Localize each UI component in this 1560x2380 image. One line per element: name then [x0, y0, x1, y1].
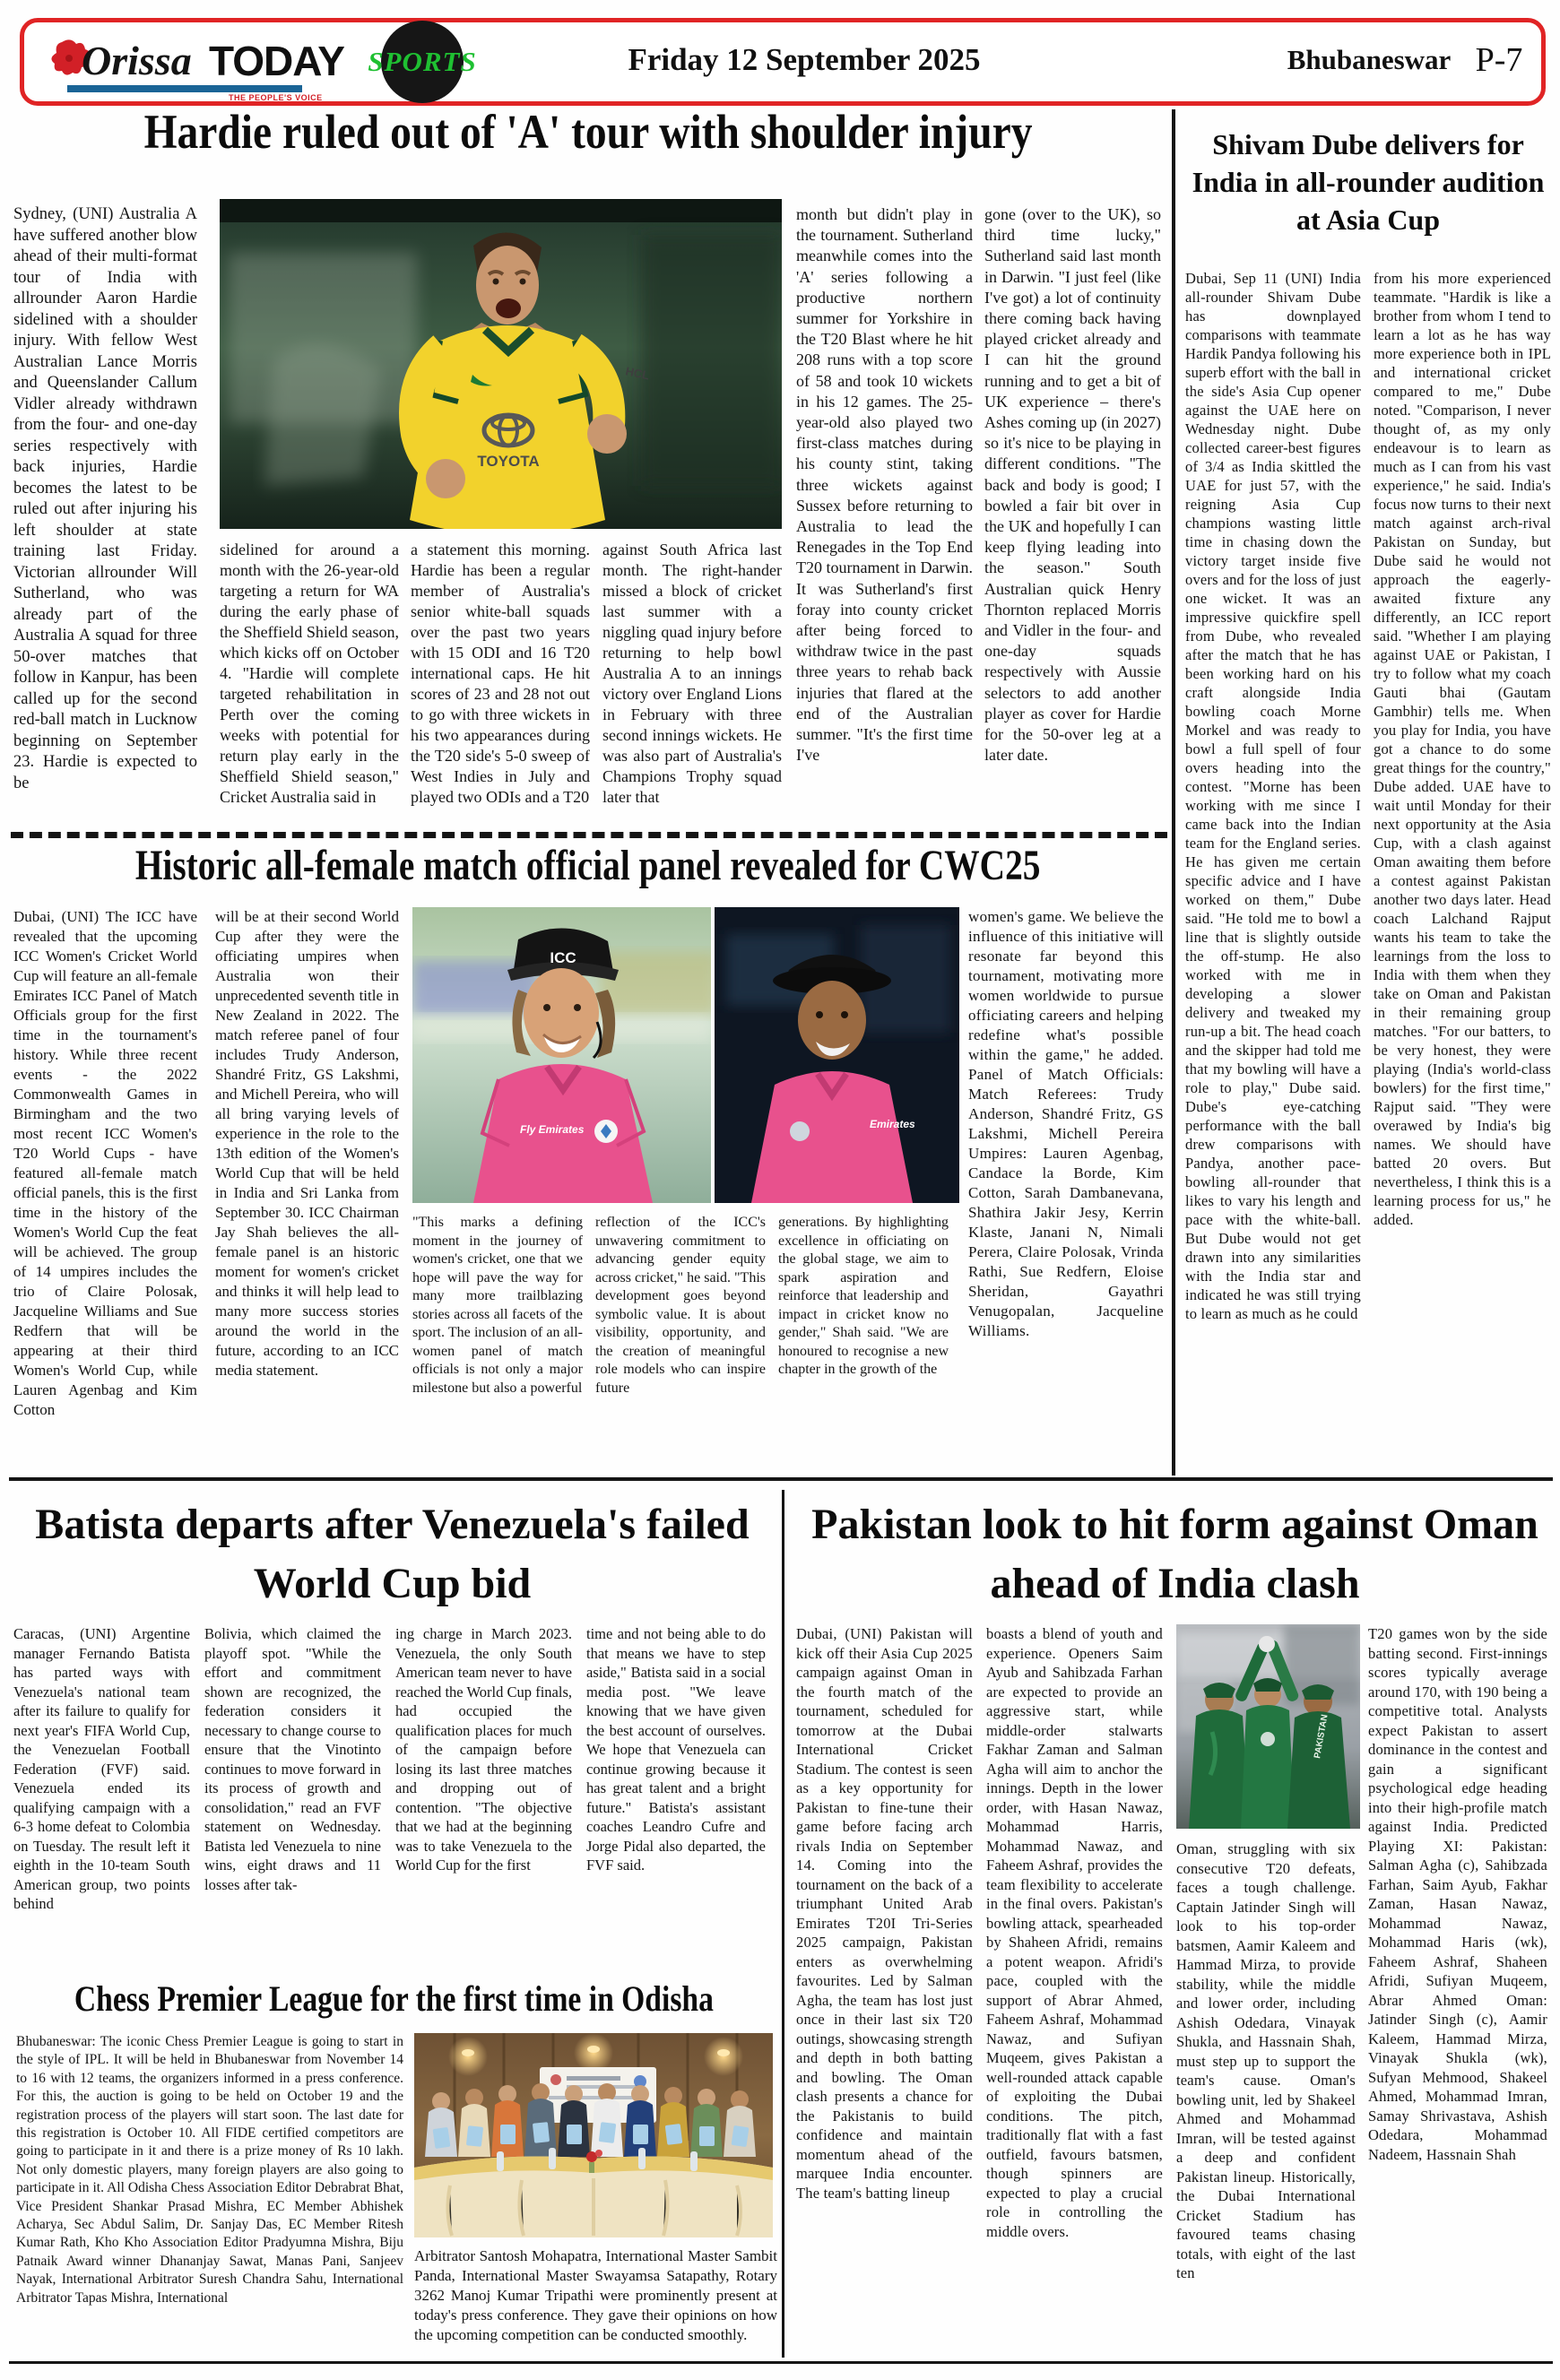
- sports-badge-label: SPORTS: [368, 46, 477, 77]
- pakistan-col-4: T20 games won by the side batting second. First-innings scores typically average around 170, with 190 being a competitive total. Analysts expect Pakistan to assert dominance in the contest and gain a significant psychological edge heading into their high-profile match against India. Predicted Playing XI: Pakistan: Salman Agha (c), Sahibzada Farhan, Saim Ayub, Fakhar Zaman, Hasan Nawaz, Mohammad Nawaz, Mohammad Haris (wk), Faheem Ashraf, Shaheen Afridi, Sufiyan Muqeem, Abrar Ahmed Oman: Jatinder Singh (c), Aamir Kaleem, Hammad Mirza, Vinayak Shukla (wk), Sufyan Mehmood, Shakeel Ahmed, Mohammad Imran, Samay Shrivastava, Ashish Odedara, Mohammad Nadeem, Hassnain Shah: [1368, 1625, 1547, 2163]
- cwc25-col-4: reflection of the ICC's unwavering commitment to advancing gender equity across cricket," he said. "This development goes beyond symbolic value. It is about visibility, opportunity, and the creation of meaningful role models who can inspire future: [595, 1215, 766, 1396]
- pakistan-headline: Pakistan look to hit form against Oman ahead of India clash: [811, 1501, 1538, 1608]
- batista-col-2: Bolivia, which claimed the playoff spot. "While the effort and commitment shown are recognized, the federation considers it necessary to change course to ensure that the Vinotinto continues to move forward in its process of growth and consolidation," read an FVF statement on Wednesday. Batista led Venezuela to nine wins, eight draws and 11 losses after tak-: [204, 1625, 381, 1893]
- fly-emirates-text: Fly Emirates: [520, 1123, 585, 1136]
- brand-underline: [67, 85, 302, 92]
- cwc25-col-6: women's game. We believe the influence of this initiative will resonate far beyond this tournament, motivating more women worldwide to pursue officiating careers and helping redefine what's possible within the game," he added. Panel of Match Officials: Match Referees: Trudy Anderson, Shandré Fritz, GS Lakshmi, Michell Pereira Umpires: Lauren Agenbag, Candace la Borde, Kim Cotton, Sarah Dambanevana, Shathira Jakir Jesy, Kerrin Klaste, Janani N, Nimali Perera, Claire Polosak, Vrinda Rathi, Sue Redfern, Eloise Sheridan, Gayathri Venugopalan, Jacqueline Williams.: [968, 908, 1164, 1339]
- dube-headline: Shivam Dube delivers for India in all-rounder audition at Asia Cup: [1192, 128, 1545, 237]
- edition-date: Friday 12 September 2025: [628, 42, 981, 77]
- player-fist-left: [426, 459, 465, 498]
- emirates-patch-text: Emirates: [870, 1118, 915, 1130]
- hardie-col-5: month but didn't play in the tournament. Sutherland meanwhile comes into the 'A' series following a productive northern summer for Yorkshire in the T20 Blast where he hit 208 runs with a top score of 58 and took 10 wickets in his 12 games. The 25-year-old also played two first-class matches during his county stint, taking three wickets against Sussex before returning to Australia to lead the Renegades in the Top End T20 tournament in Darwin. It was Sutherland's first foray into county cricket after being forced to withdraw twice in the past three years to rehab back injuries that flared at the end of the Australian summer. "It's the first time I've: [796, 205, 973, 765]
- chess-headline: Chess Premier League for the first time in Odisha: [74, 1978, 714, 2019]
- pakistan-col-1: Dubai, (UNI) Pakistan will kick off their Asia Cup 2025 campaign against Oman in the fourth match of the tournament, scheduled for tomorrow at the Dubai International Cricket Stadium. The contest is seen as a key opportunity for Pakistan to fine-tune their game before facing arch rivals India on September 14. Coming into the tournament on the back of a triumphant United Arab Emirates T20I Tri-Series 2025 campaign, Pakistan enters as overwhelming favourites. Led by Salman Agha, the team has lost just once in their last six T20 outings, showcasing strength and depth in both batting and bowling. The Oman clash presents a chance for the Pakistanis to build confidence and maintain momentum ahead of the marquee India encounter. The team's batting lineup: [796, 1625, 973, 2202]
- divider-vertical-right-column: [1172, 109, 1175, 1476]
- toyota-wordmark: TOYOTA: [477, 453, 540, 470]
- chess-body: Bhubaneswar: The iconic Chess Premier League is going to start in the style of IPL. It will be held in Bhubaneswar from November 14 to 16 with 12 teams, the organizers informed in a press conference. For this, the auction is going to be held on October 19 and the registration process of the players will start soon. The last date for this registration is October 10. All FIDE certified competitors are going to participate in it and there is a prize money of Rs 10 lakh. Not only domestic players, many foreign players are also going to participate in it. All Odisha Chess Association Editor Debrabrat Bhat, Vice President Shankar Prasad Mishra, EC Member Abhishek Acharya, Sec Abdul Salim, Dr. Sanjay Das, EC Member Ritesh Kumar Rath, Kho Kho Association Editor Pradyumna Mishra, Biju Patnaik Award winner Dhananjay Sawat, Manas Pani, Sanjeev Nayak, International Arbitrator Suresh Chandra Sahu, International Arbitrator Tapas Mishra, International: [16, 2034, 403, 2306]
- hardie-col-3: a statement this morning. Hardie has been a regular member of Australia's senior white-ball squads over the past two years with 15 ODI and 16 T20 international caps. He hit scores of 23 and 28 not out to go with three wickets in his two appearances during the T20 side's 5-0 sweep of West Indies in July and played two ODIs and a T20: [411, 541, 590, 806]
- cwc25-col-3: "This marks a defining moment in the journey of women's cricket, one that we hope will pave the way for many more trailblazing stories across all facets of the sport. The inclusion of an all-women panel of match officials is not only a major milestone but also a powerful: [412, 1215, 583, 1396]
- chess-photo-caption: Arbitrator Santosh Mohapatra, International Master Sambit Panda, International Master Swayamsa Satapathy, Rotary 3262 Manoj Kumar Tripathi were prominently present at today's press conference. They gave their opinions on how the upcoming competition can be conducted smoothly.: [414, 2247, 777, 2343]
- batista-col-1: Caracas, (UNI) Argentine manager Fernando Batista has parted ways with Venezuela's national team after its failure to qualify for next year's FIFA World Cup, the Venezuelan Football Federation (FVF) said. Venezuela ended its qualifying campaign with a 6-3 home defeat to Colombia on Tuesday. The result left it eighth in the 10-team South American group, two points behind: [13, 1625, 190, 1912]
- pakistan-photo: [1176, 1624, 1360, 1829]
- brand-name-bold: TODAY: [209, 38, 344, 84]
- brand-logo: [49, 35, 344, 102]
- brand-tagline: THE PEOPLE'S VOICE: [229, 93, 323, 102]
- pakistan-col-3: Oman, struggling with six consecutive T20 defeats, faces a tough challenge. Captain Jatinder Singh will look to his top-order batsmen, Aamir Kaleem and Hammad Mirza, to provide stability, while the middle and lower order, including Ashish Odedara, Vinayak Shukla, and Hassnain Shah, must step up to support the team's cause. Oman's bowling unit, led by Shakeel Ahmed and Mohammad Imran, will be tested against a deep and confident Pakistan lineup. Historically, the Dubai International Cricket Stadium has favoured teams chasing totals, with eight of the last ten: [1176, 1840, 1356, 2281]
- team-crest: [1261, 1732, 1275, 1746]
- cwc25-col-1: Dubai, (UNI) The ICC have revealed that the upcoming ICC Women's Cricket World Cup will feature an all-female Emirates ICC Panel of Match Officials group for the first time in the tournament's history. While three recent events - the 2022 Commonwealth Games in Birmingham and the two most recent ICC Women's T20 World Cups - have featured all-female match official panels, this is the first time in the history of the Women's World Cup the feat will be achieved. The group of 14 umpires includes the trio of Claire Polosak, Jacqueline Williams and Sue Redfern that will be appearing at their third Women's World Cup, while Lauren Agenbag and Kim Cotton: [13, 908, 197, 1418]
- umpires-photo: [412, 907, 959, 1203]
- chess-photo: [414, 2033, 773, 2237]
- divider-vertical-bottom: [782, 1490, 784, 2358]
- batista-col-4: time and not being able to do that means we have to step aside," Batista said in a social media post. "We leave knowing that we have given the best account of ourselves. We hope that Venezuela can continue growing because it has great talent and a bright future." Batista's assistant coaches Leandro Cufre and Jorge Pidal also departed, the FVF said.: [586, 1625, 766, 1874]
- hardie-col-6: gone (over to the UK), so third time lucky," Sutherland said last month in Darwin. "I just feel (like I've got) a lot of continuity there coming back having played cricket already and I can hit the ground running and to get a bit of UK experience – there's Ashes coming up (in 2027) so it's nice to be playing in different conditions. "The back and body is good; I bowled a fair bit over in the UK and hopefully I can keep flying leading into the season." South Australian quick Henry Thornton replaced Morris and Vidler in the four- and one-day squads respectively with Aussie selectors to add another player as cover for Hardie for the 50-over leg at a later date.: [984, 205, 1161, 765]
- batista-col-3: ing charge in March 2023. Venezuela, the only South American team never to have reached the World Cup finals, had occupied the qualification places for much of the campaign before losing its last three matches and dropping out of contention. "The objective that we had at the beginning was to take Venezuela to the World Cup for the first: [395, 1625, 572, 1874]
- hardie-col-1: Sydney, (UNI) Australia A have suffered another blow ahead of their multi-format tour of India with allrounder Aaron Hardie sidelined with a shoulder injury. With fellow West Australian Lance Morris and Queenslander Callum Vidler already withdrawn from the four- and one-day series respectively with back injuries, Hardie becomes the latest to be ruled out after injuring his left shoulder at state training last Friday. Victorian allrounder Will Sutherland, who was already part of the Australia A squad for three 50-over matches that follow in Kanpur, has been called up for the second red-ball match in Lucknow beginning on September 23. Hardie is expected to be: [13, 205, 197, 792]
- batista-headline: Batista departs after Venezuela's failed World Cup bid: [35, 1501, 750, 1608]
- cwc25-headline: Historic all-female match official panel revealed for CWC25: [135, 842, 1041, 889]
- page-number: P-7: [1475, 41, 1523, 79]
- icc-cap-logo-text: ICC: [550, 949, 576, 966]
- hardie-photo: [220, 199, 782, 529]
- pakistan-col-2: boasts a blend of youth and experience. Openers Saim Ayub and Sahibzada Farhan are expected to provide an aggressive start, while middle-order stalwarts Fakhar Zaman and Salman Agha will aim to anchor the innings. Depth in the lower order, with Hasan Nawaz, Mohammad Harris, Mohammad Nawaz, and Faheem Ashraf, provides the team flexibility to accelerate in the final overs. Pakistan's bowling attack, spearheaded by Shaheen Afridi, remains a potent weapon. Afridi's pace, coupled with the support of Abrar Ahmed, Faheem Ashraf, Mohammad Nawaz, and Sufiyan Muqeem, gives Pakistan a well-rounded attack capable of exploiting the Dubai conditions. The pitch, traditionally flat with a fast outfield, favours batsmen, though spinners are expected to play a crucial role in controlling the middle overs.: [986, 1625, 1163, 2240]
- pakistan-jersey-text: PAKISTAN: [1313, 1713, 1330, 1760]
- hardie-headline: Hardie ruled out of 'A' tour with shoulder injury: [143, 105, 1033, 159]
- masthead-bar: [20, 18, 1546, 106]
- brand-name-italic: Orissa: [82, 38, 192, 83]
- sports-section-badge: [368, 21, 477, 103]
- divider-horizontal-mid: [9, 1477, 1553, 1481]
- cwc25-col-2: will be at their second World Cup after they were the officiating umpires when Australia won their unprecedented seventh title in New Zealand in 2022. The match referee panel of four includes Trudy Anderson, Shandré Fritz, GS Lakshmi, and Michell Pereira, who will all bring varying levels of experience in the role to the 13th edition of the Women's World Cup that will be held in India and Sri Lanka from September 30. ICC Chairman Jay Shah believes the all-female panel is an historic moment for women's cricket and thinks it will help lead to many more success stories around the world in the future, according to an ICC media statement.: [215, 908, 399, 1379]
- edition-city: Bhubaneswar: [1287, 44, 1452, 75]
- hardie-col-2: sidelined for around a month with the 26-year-old targeting a return for WA during the early phase of the Sheffield Shield season, which kicks off on October 4. "Hardie will complete targeted rehabilitation in Perth over the coming weeks with potential for return play early in the Sheffield Shield season," Cricket Australia said in: [220, 541, 399, 806]
- hcl-logo-text: HCL: [624, 364, 651, 383]
- icc-badge: [790, 1121, 810, 1141]
- player-fist-right: [587, 414, 627, 454]
- dube-col-2: from his more experienced teammate. "Hardik is like a brother from whom I tend to learn a lot as he has way more experience both in IPL and international cricket compared to me," Dube noted. "Comparison, I never thought of, as my only endeavour is to learn as much as I can from his vast experience," he said. India's focus now turns to their next match against arch-rival Pakistan on Sunday, but Dube said he would not approach the eagerly-awaited fixture any differently, an ICC report said. "Whether I am playing against UAE or Pakistan, I try to follow what my coach Gauti bhai (Gautam Gambhir) tells me. When you play for India, you have got a chance to do some great things for the country," Dube added. UAE have to wait until Monday for their next opportunity at the Asia Cup, with a clash against Oman awaiting them before a contest against Pakistan another two days later. Head coach Lalchand Rajput wants his team to take the learnings from the loss to India with them when they take on Oman and Pakistan in their remaining group matches. "For our batters, to be very honest, they were playing (India's world-class bowlers) for the first time," Rajput said. "They were overawed by India's big names. We should have batted 20 overs. But nevertheless, I think this is a learning process for us," he added.: [1374, 270, 1551, 1228]
- cwc25-col-5: generations. By highlighting excellence in officiating on the global stage, we aim to spark aspiration and reinforce that leadership and impact in cricket know no gender," Shah said. "We are honoured to recognise a new chapter in the growth of the: [778, 1215, 949, 1377]
- hardie-col-4: against South Africa last month. The right-hander missed a block of cricket last summer with a niggling quad injury before returning to help bowl Australia A to an innings victory over England Lions in February with three second innings wickets. He was also part of Australia's Champions Trophy squad later that: [602, 541, 782, 806]
- dube-col-1: Dubai, Sep 11 (UNI) India all-rounder Shivam Dube has downplayed comparisons with teammate Hardik Pandya following his superb effort with the ball in the side's Asia Cup opener against the UAE here on Wednesday night. Dube collected career-best figures of 3/4 as India skittled the UAE for just 57, with the reigning Asia Cup champions wasting little time in chasing down the victory target inside five overs and for the loss of just one wicket. It was an impressive quickfire spell from Dube, who revealed after the match that he has been working hard on his craft alongside India bowling coach Morne Morkel and was ready to bowl a full spell of four overs heading into the contest. "Morne has been working with me since I came back into the Indian team for the England series. He has given me certain specific advice and I have worked on them," Dube said. "He told me to bowl a line that is slightly outside the off-stump. He also worked with me in developing a slower delivery and tweaked my run-up a bit. The head coach and the skipper had told me that my bowling will have a role to play," Dube said. Dube's eye-catching performance with the ball drew comparisons with Pandya, another pace-bowling all-rounder that likes to vary his length and pace with the white-ball. But Dube would not get drawn into any similarities with the India star and indicated he was still trying to learn as much as he could: [1185, 270, 1361, 1322]
